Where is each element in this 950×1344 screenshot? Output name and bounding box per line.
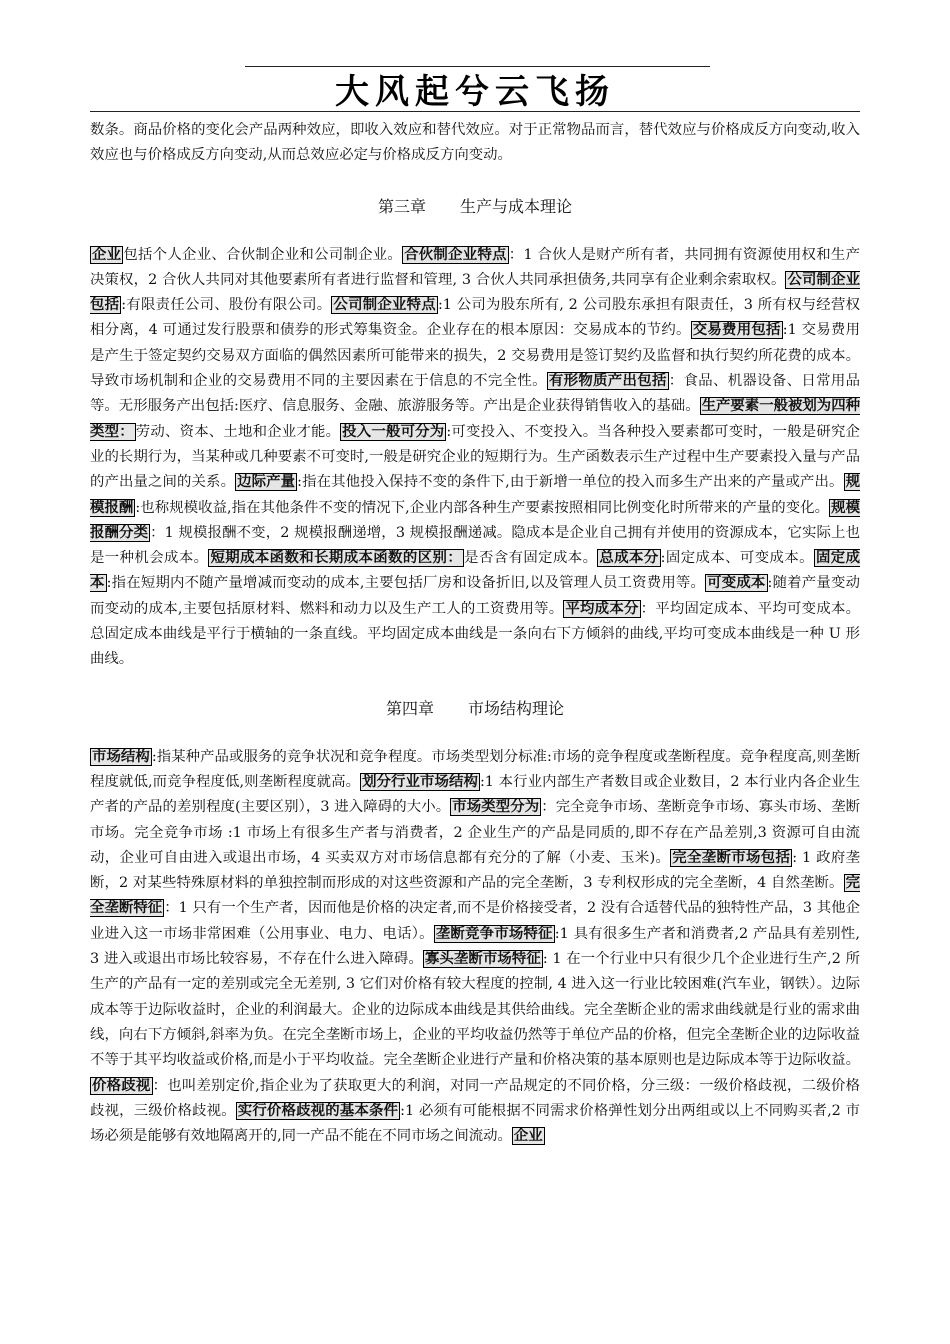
body-text: ：平均固定成本、平均可变成本。总固定成本曲线是平行于横轴的一条直线。平均固定成本曲线是一条向右下方倾斜的曲线,平均可变成本曲线是一种 U 形曲线。 <box>90 600 860 668</box>
body-text: :1 必须有可能根据不同需求价格弹性划分出两组或以上不同购买者,2 市场必须是能够有效地隔离开的,同一产品不能在不同市场之间流动。 <box>90 1102 860 1145</box>
header-rule-bottom <box>90 111 860 112</box>
body-text: ：完全竞争市场、垄断竞争市场、寡头市场、垄断市场。完全竞争市场 :1 市场上有很多生产者与消费者，2 企业生产的产品是同质的,即不存在产品差别,3 资源可自由流动，企业可自由进入或退出市场，4 买卖双方对市场信息都有充分的了解（小麦、玉米)。 <box>90 799 860 866</box>
body-text: 劳动、资本、土地和企业才能。 <box>135 423 341 440</box>
intro-paragraph: 数条。商品价格的变化会产品两种效应，即收入效应和替代效应。对于正常物品而言，替代效应与价格成反方向变动,收入效应也与价格成反方向变动,从而总效应必定与价格成反方向变动。 <box>90 122 860 164</box>
page-header <box>90 62 860 114</box>
body-text: :也称规模收益,指在其他条件不变的情况下,企业内部各种生产要素按照相同比例变化时所带来的产量的变化。 <box>135 499 830 516</box>
body-text: :有限责任公司、股份有限公司。 <box>121 297 332 314</box>
keyword-term: 有形物质产出包括 <box>548 373 667 390</box>
keyword-term: 公司制企业特点 <box>333 297 436 314</box>
keyword-term: 规模报酬分类 <box>90 499 860 541</box>
keyword-term: 规模报酬 <box>90 474 860 516</box>
keyword-term: 企业 <box>513 1128 543 1145</box>
keyword-term: 市场结构 <box>92 748 150 765</box>
body-text: 包括个人企业、合伙制企业和公司制企业。 <box>123 246 403 263</box>
body-text: :可变投入、不变投入。当各种投入要素都可变时，一般是研究企业的长期行为，当某种或几种要素不可变时,一般是研究企业的短期行为。生产函数表示生产过程中生产要素投入量与产品的产出量之间的关系。 <box>90 423 860 491</box>
keyword-term: 平均成本分 <box>565 600 639 617</box>
keyword-term: 生产要素一般被划为四种类型： <box>90 398 860 440</box>
keyword-term: 实行价格歧视的基本条件 <box>237 1102 399 1119</box>
keyword-term: 完全垄断市场包括 <box>672 849 791 866</box>
body-text: : 1 在一个行业中只有很少几个企业进行生产,2 所生产的产品有一定的差别或完全无差别, 3 它们对价格有较大程度的控制, 4 进入这一行业比较困难(汽车业，钢铁）。边际成本等于边际收益时，企业的利润最大。企业的边际成本曲线是其供给曲线。完全垄断企业的需求曲线就是行业的需求曲线，向右下方倾斜,斜率为负。在完全垄断市场上，企业的平均收益仍然等于单位产品的价格，但完全垄断企业的边际收益不等于其平均收益或价格,而是小于平均收益。完全垄断企业进行产量和价格决策的基本原则也是边际成本等于边际收益。 <box>90 951 860 1069</box>
body-text: ：1 规模报酬不变，2 规模报酬递增，3 规模报酬递减。隐成本是企业自己拥有并使用的资源成本，它实际上也是一种机会成本。 <box>90 524 860 567</box>
chapter-3-paragraph <box>90 243 860 673</box>
chapter-3-number: 第三章 <box>377 196 426 216</box>
keyword-term: 完全垄断特征 <box>90 875 860 917</box>
chapter-4-number: 第四章 <box>385 698 434 718</box>
keyword-term: 价格歧视 <box>92 1077 151 1094</box>
keyword-term: 交易费用包括 <box>692 322 781 339</box>
chapter-4-paragraph <box>90 745 860 1150</box>
keyword-term: 合伙制企业特点 <box>404 246 507 263</box>
chapter-4-title: 市场结构理论 <box>468 698 565 718</box>
body-text: : 1 政府垄断，2 对某些特殊原材料的单独控制而形成的对这些资源和产品的完全垄断，3 专利权形成的完全垄断，4 自然垄断。 <box>90 849 860 892</box>
body-text: :1 公司为股东所有, 2 公司股东承担有限责任，3 所有权与经营权相分离，4 可通过发行股票和债券的形式筹集资金。企业存在的根本原因：交易成本的节约。 <box>90 297 860 339</box>
keyword-term: 短期成本函数和长期成本函数的区别： <box>210 550 463 567</box>
keyword-term: 固定成本 <box>90 550 860 592</box>
keyword-term: 企业 <box>92 246 122 263</box>
body-text: :1 本行业内部生产者数目或企业数目，2 本行业内各企业生产者的产品的差别程度(主要区别），3 进入障碍的大小。 <box>90 773 860 816</box>
keyword-term: 公司制企业包括 <box>90 271 860 314</box>
body-text: ：食品、机器设备、日常用品等。无形服务产出包括:医疗、信息服务、金融、旅游服务等。产出是企业获得销售收入的基础。 <box>90 373 860 415</box>
body-text: :指在其他投入保持不变的条件下,由于新增一单位的投入而多生产出来的产量或产出。 <box>297 474 844 491</box>
body-text: :固定成本、可变成本。 <box>660 550 814 567</box>
header-rule-top <box>245 66 710 67</box>
keyword-term: 投入一般可分为 <box>342 423 445 440</box>
body-text: :指某种产品或服务的竞争状况和竞争程度。市场类型划分标准:市场的竞争程度或垄断程度。竞争程度高,则垄断程度就低,而竞争程度低,则垄断程度就高。 <box>90 748 860 790</box>
keyword-term: 可变成本 <box>707 575 766 592</box>
document-body <box>90 118 860 1149</box>
keyword-term: 划分行业市场结构 <box>362 773 478 790</box>
body-text: ：1 只有一个生产者，因而他是价格的决定者,而不是价格接受者，2 没有合适替代品的独特性产品，3 其他企业进入这一市场非常困难（公用事业、电力、电话）。 <box>90 900 860 942</box>
body-text: :1 交易费用是产生于签定契约交易双方面临的偶然因素所可能带来的损失，2 交易费用是签订契约及监督和执行契约所花费的成本。导致市场机制和企业的交易费用不同的主要因素在于信息的不完全性。 <box>90 322 860 390</box>
header-title: 大风起兮云飞扬 <box>335 72 615 112</box>
body-text: :随着产量变动而变动的成本,主要包括原材料、燃料和动力以及生产工人的工资费用等。 <box>90 575 860 617</box>
chapter-3-title: 生产与成本理论 <box>460 196 573 216</box>
body-text: ：也叫差别定价,指企业为了获取更大的利润，对同一产品规定的不同价格，分三级：一级价格歧视，二级价格歧视，三级价格歧视。 <box>90 1077 860 1119</box>
body-text: ：1 合伙人是财产所有者，共同拥有资源使用权和生产决策权，2 合伙人共同对其他要素所有者进行监督和管理, 3 合伙人共同承担债务,共同享有企业剩余索取权。 <box>90 246 860 288</box>
keyword-term: 垄断竞争市场特征 <box>435 925 553 942</box>
keyword-term: 寡头垄断市场特征 <box>424 951 541 968</box>
body-text: :指在短期内不随产量增减而变动的成本,主要包括厂房和设备折旧,以及管理人员工资费用等。 <box>106 575 706 592</box>
keyword-term: 边际产量 <box>237 474 296 491</box>
chapter-4-heading <box>90 698 860 720</box>
body-text: 是否含有固定成本。 <box>464 550 598 567</box>
body-text: :1 具有很多生产者和消费者,2 产品具有差别性, 3 进入或退出市场比较容易，不存在什么进入障碍。 <box>90 925 860 968</box>
keyword-term: 市场类型分为 <box>452 799 540 816</box>
chapter-3-heading <box>90 196 860 218</box>
keyword-term: 总成本分 <box>599 550 659 567</box>
